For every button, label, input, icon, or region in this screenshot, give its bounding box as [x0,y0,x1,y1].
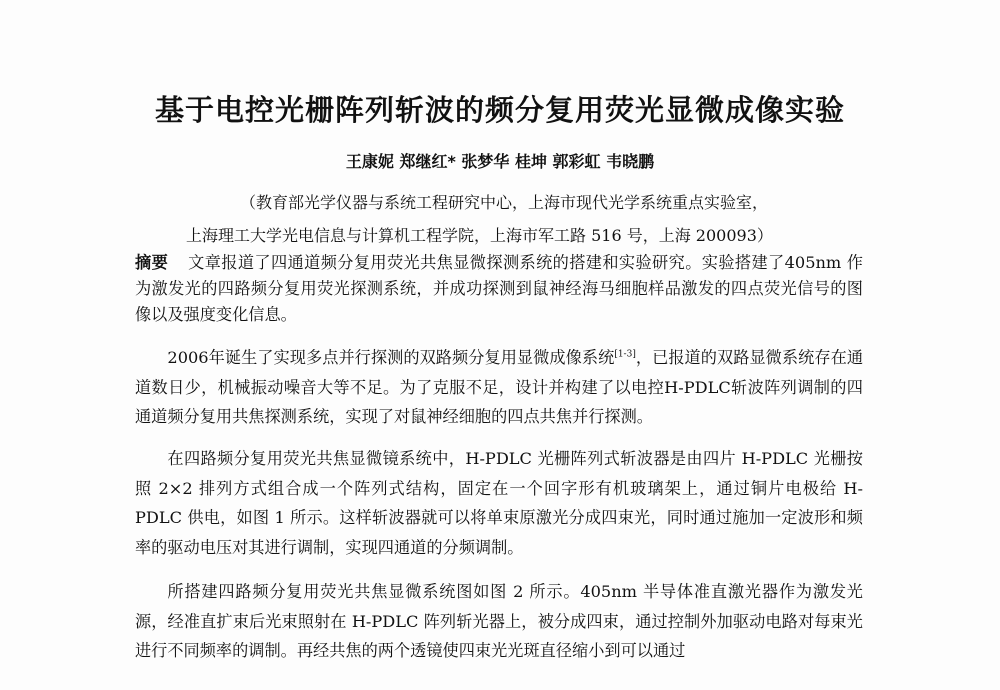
paragraph-3: 所搭建四路频分复用荧光共焦显微系统图如图 2 所示。405nm 半导体准直激光器作为激发光源，经准直扩束后光束照射在 H-PDLC 阵列斩光器上，被分成四束，通过控制外加驱动电路对每束光进行不同频率的调制。再经共焦的两个透镜使四束光光斑直径缩小到可以通过 [135,582,863,661]
author-list: 王康妮 郑继红* 张梦华 桂坤 郭彩虹 韦晓鹏 [345,152,655,171]
paragraph-2: 在四路频分复用荧光共焦显微镜系统中，H-PDLC 光栅阵列式斩波器是由四片 H-PDLC 光栅按照 2×2 排列方式组合成一个阵列式结构，固定在一个回字形有机玻璃架上，通过铜片电极给 H-PDLC 供电，如图 1 所示。这样斩波器就可以将单束原激光分成四束光，同时通过施加一定波形和频率的驱动电压对其进行调制，实现四通道的分频调制。 [135,449,863,557]
paragraph-1-text-a: 2006年诞生了实现多点并行探测的双路频分复用显微成像系统 [167,348,615,367]
citation-ref: [1-3] [614,349,636,360]
abstract-label: 摘要 [135,253,169,272]
paragraph-1-text-b: ，已报道的双路显微系统存在通道数日少，机械振动噪音大等不足。为了克服不足，设计并构建了以电控H-PDLC斩波阵列调制的四通道频分复用共焦探测系统，实现了对鼠神经细胞的四点共焦并行探测。 [135,348,864,427]
abstract-text: 文章报道了四通道频分复用荧光共焦显微探测系统的搭建和实验研究。实验搭建了405nm 作为激发光的四路频分复用荧光探测系统，并成功探测到鼠神经海马细胞样品激发的四点荧光信号的图像以及强度变化信息。 [135,253,863,324]
abstract [135,250,863,328]
paper-title: 基于电控光栅阵列斩波的频分复用荧光显微成像实验 [154,93,845,127]
paragraph-1 [135,343,863,432]
affiliation-line-2: 上海理工大学光电信息与计算机工程学院，上海市军工路 516 号，上海 200093） [186,226,773,245]
affiliation-line-1: （教育部光学仪器与系统工程研究中心，上海市现代光学系统重点实验室， [240,193,769,212]
